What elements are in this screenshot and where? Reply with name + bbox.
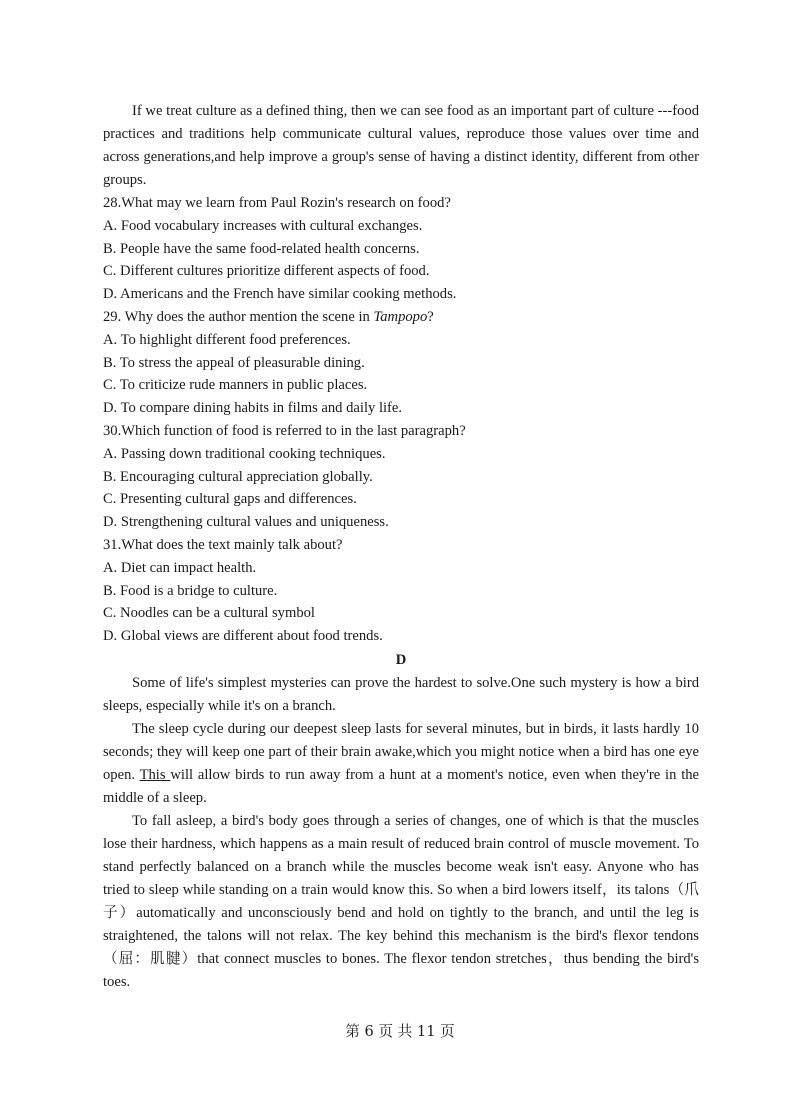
paragraph-text-end: will allow birds to run away from a hunt at a moment's notice, even when they're in the middle of a sleep. xyxy=(103,766,700,806)
question-30 xyxy=(103,420,699,534)
page-content xyxy=(103,100,699,994)
section-d-paragraph-3: To fall asleep, a bird's body goes through a series of changes, one of which is that the muscles lose their hardness, which happens as a main result of reduced brain control of muscle movement. To stand perfectly balanced on a branch while the muscles become weak isn't easy. Anyone who has tried to sleep while standing on a train would know this. So when a bird lowers itself，its talons（爪子）automatically and unconsciously bend and hold on tightly to the branch, and until the leg is straightened, the talons will not relax. The key behind this mechanism is the bird's flexor tendons（屈：肌腱）that connect muscles to bones. The flexor tendon stretches，thus bending the bird's toes. xyxy=(103,812,700,990)
option-b: B. To stress the appeal of pleasurable dining. xyxy=(103,354,365,371)
option-c: C. To criticize rude manners in public places. xyxy=(103,377,368,394)
section-d-title: D xyxy=(395,651,407,668)
option-c: C. Noodles can be a cultural symbol xyxy=(103,605,315,622)
option-d: D. To compare dining habits in films and daily life. xyxy=(103,400,403,417)
option-c: C. Presenting cultural gaps and differences. xyxy=(103,491,357,508)
question-stem: 30.Which function of food is referred to in the last paragraph? xyxy=(103,422,466,439)
section-d-paragraph-1: Some of life's simplest mysteries can prove the hardest to solve.One such mystery is how a bird sleeps, especially while it's on a branch. xyxy=(103,674,699,714)
section-d-paragraph-2 xyxy=(103,718,699,810)
option-d: D. Americans and the French have similar cooking methods. xyxy=(103,286,457,303)
stem-end: ? xyxy=(427,308,434,325)
question-31 xyxy=(103,534,699,648)
passage-c-final-paragraph: If we treat culture as a defined thing, then we can see food as an important part of culture ---food practices and traditions help communicate cultural values, reproduce those values over time and across generations,and help improve a group's sense of having a distinct identity, different from other groups. xyxy=(103,103,699,188)
option-d: D. Strengthening cultural values and uniqueness. xyxy=(103,514,389,531)
option-a: A. To highlight different food preferences. xyxy=(103,331,351,348)
option-a: A. Passing down traditional cooking techniques. xyxy=(103,445,386,462)
option-b: B. Food is a bridge to culture. xyxy=(103,582,278,599)
underlined-word: This xyxy=(139,766,171,783)
option-b: B. Encouraging cultural appreciation globally. xyxy=(103,468,373,485)
stem-text: 29. Why does the author mention the scene in xyxy=(103,308,374,325)
page-number-footer: 第 6 页 共 11 页 xyxy=(345,1023,455,1040)
question-29 xyxy=(103,306,699,420)
option-b: B. People have the same food-related health concerns. xyxy=(103,240,420,257)
paragraph-text: The sleep cycle during our deepest sleep lasts for several minutes, but in birds, it lasts hardly 10 seconds; they will keep one part of their brain awake,which you might notice when a bird has one eye open. xyxy=(103,720,699,783)
question-stem: 31.What does the text mainly talk about? xyxy=(103,536,343,553)
option-a: A. Food vocabulary increases with cultural exchanges. xyxy=(103,217,423,234)
option-a: A. Diet can impact health. xyxy=(103,559,257,576)
option-d: D. Global views are different about food trends. xyxy=(103,628,383,645)
option-c: C. Different cultures prioritize different aspects of food. xyxy=(103,263,430,280)
question-28 xyxy=(103,192,699,306)
film-title: Tampopo xyxy=(373,308,428,325)
question-stem: 28.What may we learn from Paul Rozin's research on food? xyxy=(103,195,451,211)
question-stem xyxy=(103,306,699,329)
